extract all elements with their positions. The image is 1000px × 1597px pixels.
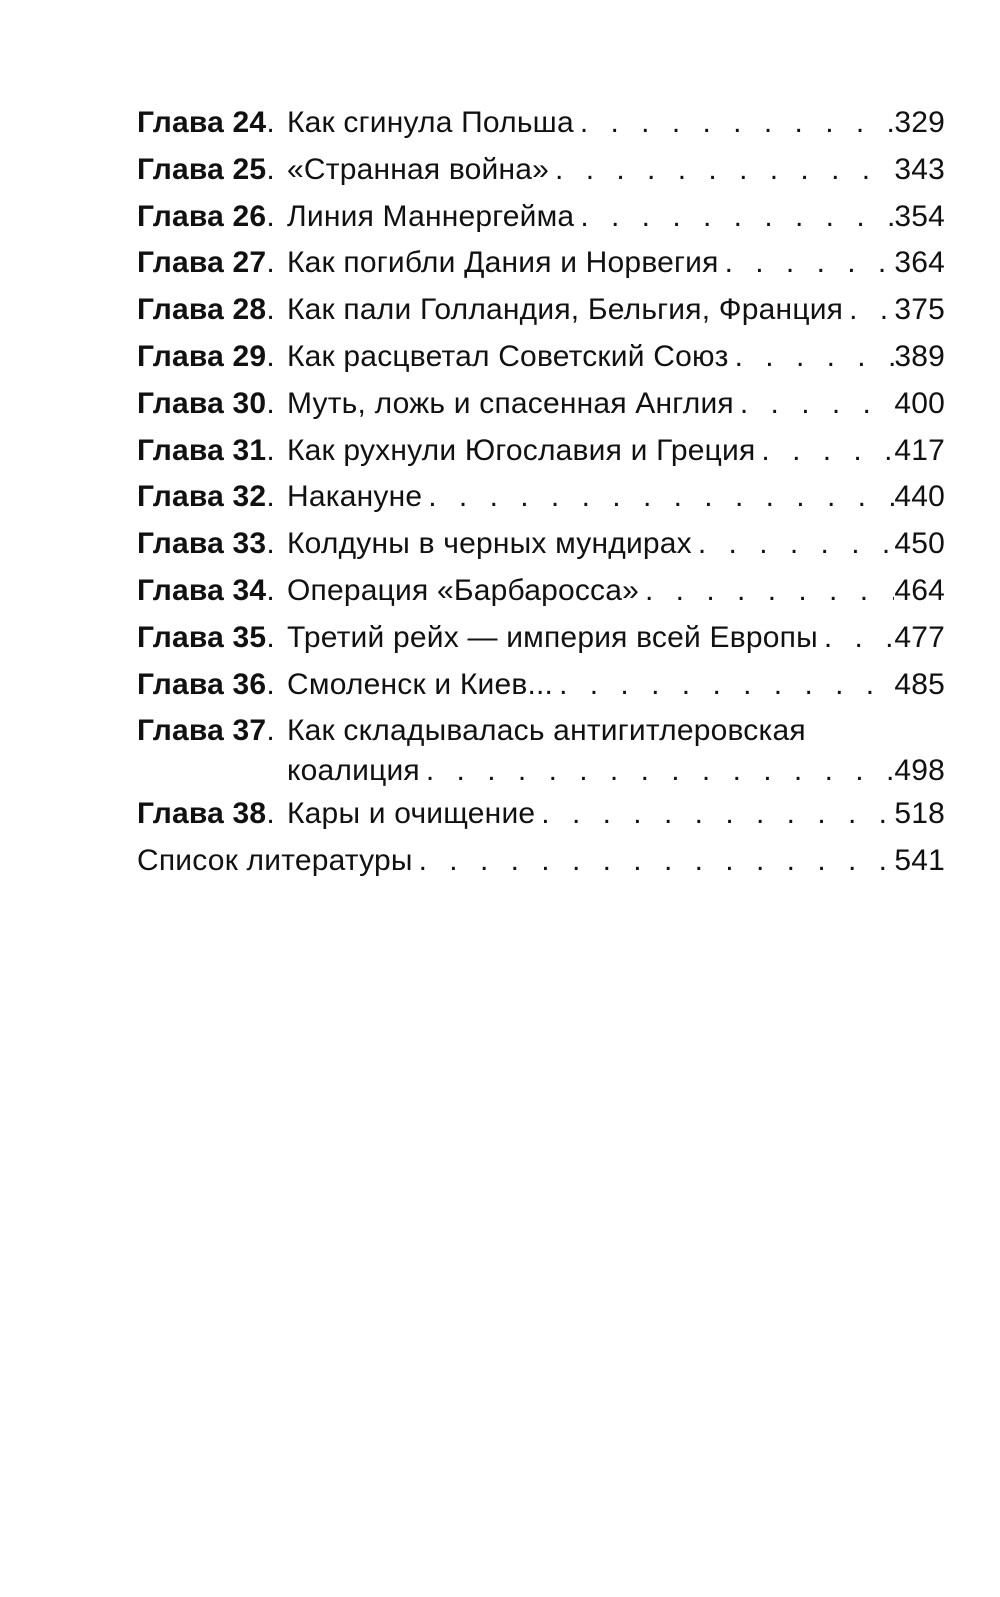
page-number: 354 xyxy=(894,199,945,233)
toc-entry xyxy=(137,194,945,241)
chapter-title: Муть, ложь и спасенная Англия xyxy=(287,386,734,420)
bibliography-title: Список литературы xyxy=(137,844,413,878)
chapter-title: Третий рейх — империя всей Европы xyxy=(287,620,818,654)
chapter-title: Как пали Голландия, Бельгия, Франция xyxy=(287,293,844,327)
chapter-label: Глава 25. xyxy=(137,152,275,186)
page-number: 389 xyxy=(894,339,945,373)
page-number: 400 xyxy=(894,386,945,420)
chapter-number: 34 xyxy=(232,573,267,607)
toc-entry xyxy=(137,791,945,838)
dot-leader xyxy=(719,240,895,287)
chapter-label: Глава 24. xyxy=(137,106,275,139)
toc-entry xyxy=(137,568,945,615)
chapter-label: Глава 34. xyxy=(137,573,275,607)
toc-bibliography xyxy=(137,838,945,885)
dot-leader xyxy=(535,791,894,838)
page-number: 450 xyxy=(894,527,945,561)
chapter-title: Кары и очищение xyxy=(287,797,536,831)
dot-leader xyxy=(422,474,894,521)
dot-leader xyxy=(734,381,894,428)
chapter-label: Глава 29. xyxy=(137,339,275,373)
dot-leader xyxy=(729,334,895,381)
toc-entry xyxy=(137,662,945,709)
chapter-number: 38 xyxy=(232,797,267,831)
dot-leader xyxy=(843,287,894,334)
chapter-title-continued: коалиция xyxy=(287,754,420,788)
page-number: 375 xyxy=(894,293,945,327)
chapter-number: 25 xyxy=(232,152,267,186)
chapter-number: 32 xyxy=(232,480,267,514)
dot-leader xyxy=(413,838,895,885)
chapter-title: Как расцветал Советский Союз xyxy=(287,339,729,373)
dot-leader xyxy=(574,194,894,241)
chapter-number: 33 xyxy=(232,527,267,561)
chapter-title: Как сгинула Польша xyxy=(287,106,574,139)
toc-entry xyxy=(137,521,945,568)
chapter-label: Глава 32. xyxy=(137,480,275,514)
chapter-label: Глава 36. xyxy=(137,667,275,701)
chapter-label: Глава 26. xyxy=(137,199,275,233)
page-number: 541 xyxy=(894,844,945,878)
page-number: 518 xyxy=(894,797,945,831)
chapter-number: 30 xyxy=(232,386,267,420)
chapter-number: 28 xyxy=(232,293,267,327)
dot-leader xyxy=(818,615,895,662)
chapter-number: 26 xyxy=(232,199,267,233)
chapter-label: Глава 33. xyxy=(137,527,275,561)
chapter-title: Накануне xyxy=(287,480,423,514)
chapter-number: 35 xyxy=(232,620,267,654)
toc-entry xyxy=(137,100,945,147)
chapter-title: Смоленск и Киев... xyxy=(287,667,554,701)
chapter-label: Глава 27. xyxy=(137,246,275,280)
dot-leader xyxy=(755,428,894,475)
toc-entry xyxy=(137,147,945,194)
table-of-contents xyxy=(137,100,945,885)
dot-leader xyxy=(553,662,894,709)
page-number: 329 xyxy=(894,106,945,139)
toc-entry xyxy=(137,708,945,791)
chapter-label: Глава 31. xyxy=(137,433,275,467)
toc-entry xyxy=(137,474,945,521)
page-number: 477 xyxy=(894,620,945,654)
page-number: 417 xyxy=(894,433,945,467)
chapter-number: 37 xyxy=(232,714,267,748)
page-number: 498 xyxy=(894,754,945,788)
chapter-number: 27 xyxy=(232,246,267,280)
chapter-label: Глава 37. xyxy=(137,714,275,748)
dot-leader xyxy=(639,568,894,615)
page-number: 364 xyxy=(894,246,945,280)
toc-entry xyxy=(137,287,945,334)
chapter-number: 24 xyxy=(232,106,267,139)
chapter-label: Глава 30. xyxy=(137,386,275,420)
chapter-title: «Странная война» xyxy=(287,152,550,186)
chapter-title: Линия Маннергейма xyxy=(287,199,575,233)
toc-entry xyxy=(137,428,945,475)
chapter-number: 29 xyxy=(232,339,267,373)
chapter-title: Операция «Барбаросса» xyxy=(287,573,640,607)
chapter-label: Глава 28. xyxy=(137,293,275,327)
dot-leader xyxy=(574,100,895,147)
page-number: 464 xyxy=(894,573,945,607)
page-number: 343 xyxy=(894,152,945,186)
chapter-title: Колдуны в черных мундирах xyxy=(287,527,692,561)
chapter-title: Как рухнули Югославия и Греция xyxy=(287,433,756,467)
chapter-label: Глава 38. xyxy=(137,797,275,831)
chapter-title: Как погибли Дания и Норвегия xyxy=(287,246,719,280)
toc-entry xyxy=(137,381,945,428)
dot-leader xyxy=(692,521,894,568)
dot-leader xyxy=(420,751,894,791)
chapter-number: 31 xyxy=(232,433,267,467)
toc-entry xyxy=(137,334,945,381)
chapter-label: Глава 35. xyxy=(137,620,275,654)
chapter-number: 36 xyxy=(232,667,267,701)
page-number: 440 xyxy=(894,480,945,514)
page-number: 485 xyxy=(894,667,945,701)
toc-entry xyxy=(137,240,945,287)
dot-leader xyxy=(549,147,894,194)
chapter-title: Как складывалась антигитлеровская xyxy=(287,714,806,748)
toc-entry xyxy=(137,615,945,662)
